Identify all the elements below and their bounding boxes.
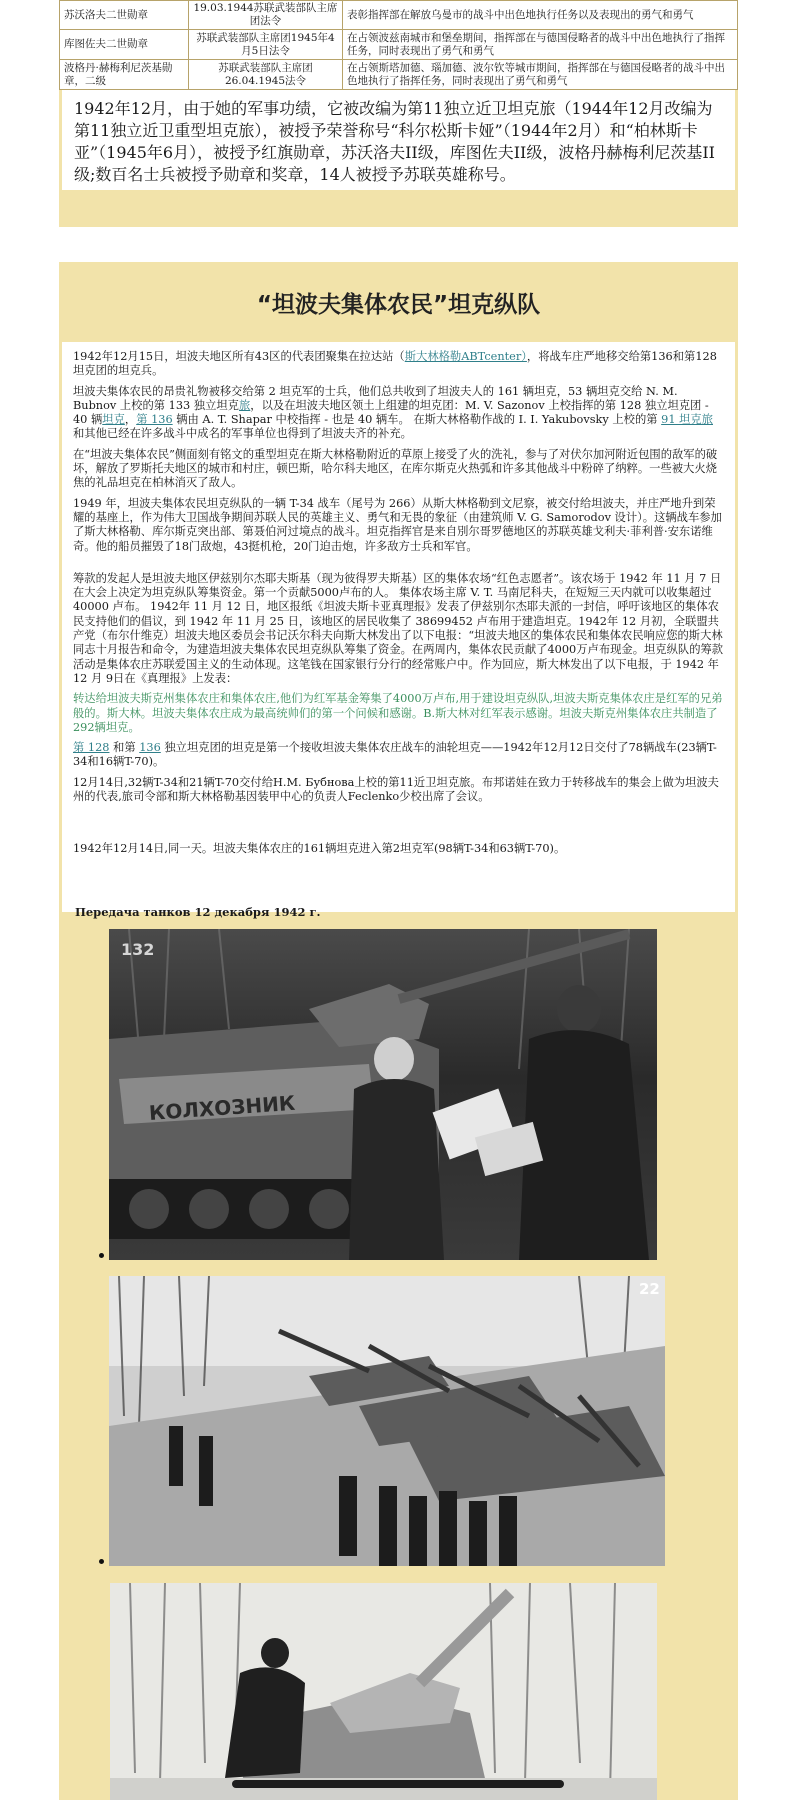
tank-column-section (59, 262, 738, 1800)
photo-number: 22 (639, 1280, 660, 1298)
tank-slogan: КОЛХОЗНИК (148, 1090, 296, 1125)
award-reason: 在占领波兹南城市和堡垒期间，指挥部在与德国侵略者的战斗中出色地执行了指挥任务，同时表现出了勇气和勇气 (343, 30, 738, 60)
award-decree: 苏联武装部队主席团 26.04.1945法令 (189, 60, 343, 90)
paragraph (62, 385, 735, 442)
tank-handover-image (109, 929, 657, 1260)
photo-tank-handover-1 (109, 929, 657, 1260)
text: 和第 (109, 741, 140, 755)
link-regiment-136b[interactable]: 136 (139, 741, 161, 755)
photo-tank-column-2 (109, 1276, 665, 1566)
text: ， (124, 413, 137, 427)
text: 和其他已经在许多战斗中成名的军事单位也得到了坦波夫齐的补充。 (73, 427, 412, 441)
stalin-telegram-quote: 转达给坦波夫斯克州集体农庄和集体农庄,他们为红军基金筹集了4000万卢布,用于建设坦克纵队,坦波夫斯克集体农庄是红军的兄弟般的。斯大林。坦波夫集体农庄成为最高统帅们的第一个问候和感谢。B.斯大林对红军表示感谢。坦波夫斯克州集体农庄共制造了292辆坦克。 (73, 692, 723, 734)
home-indicator[interactable] (232, 1780, 564, 1788)
award-name: 波格丹·赫梅利尼茨基勋章，二级 (60, 60, 189, 90)
link-brigade-91[interactable]: 91 坦克旅 (661, 413, 713, 427)
tank-number: 132 (121, 940, 155, 959)
paragraph: 1949 年，坦波夫集体农民坦克纵队的一辆 T-34 战车（尾号为 266）从斯大林格勒到文尼察，被交付给坦波夫，并庄严地升到荣耀的基座上，作为伟大卫国战争期间苏联人民的英雄主义、勇气和无畏的象征（由建筑师 V. G. Samorodov 设计）。这辆战车参加了斯大林格勒、库尔斯克突出部、第聂伯河过境点的战斗。坦克指挥官是来自別尔哥罗德地区的苏联英雄戈利夫·菲利普·安东诺维奇。他的船员摧毁了18门敌炮，43挺机枪，20门迫击炮，许多敌方士兵和军官。 (73, 496, 722, 553)
awards-table (59, 0, 738, 90)
table-row (60, 30, 738, 60)
photo-tank-loading-3 (110, 1583, 657, 1800)
link-brigade[interactable]: 旅 (238, 398, 251, 412)
link-tank[interactable]: 坦克 (102, 413, 125, 427)
paragraph: 筹款的发起人是坦波夫地区伊兹别尔杰耶夫斯基（现为彼得罗夫斯基）区的集体农场“红色志愿者”。该农场于 1942 年 11 月 7 日在大会上决定为坦克纵队筹集资金。第一个贡献5000卢布的人。 集体农场主席 V. T. 马南尼科夫，在短短三天内就可以收集超过 40000 卢布。 1942年 11 月 12 日，地区报纸《坦波夫斯卡亚真理报》发表了伊兹别尔杰耶夫派的一封信，呼吁该地区的集体农民支持他们的倡议，到 1942 年 11 月 25 日，该地区的居民收集了 38699452 卢布用于建造坦克。1942年 12 月初，全联盟共产党（布尔什维克）坦波夫地区委员会书记沃尔科夫向斯大林发出了以下电报：“坦波夫地区的集体农民和集体农民响应您的斯大林同志十月报告和命令，为建造坦波夫集体农民坦克纵队筹集了资金。在两周内，集体农民贡献了4000万卢布现金。坦克纵队的筹款活动是集体农庄苏联爱国主义的生动体现。这笔钱在国家银行分行的经常账户中。作为回应，斯大林发出了以下电报，于 1942 年 12 月 9日在《真理报》上发表： (73, 571, 724, 685)
text: 1942年12月15日，坦波夫地区所有43区的代表团聚集在拉达站（ (73, 350, 405, 363)
award-name: 库图佐夫二世勋章 (60, 30, 189, 60)
awards-panel (59, 0, 738, 227)
text: ，以及在坦波夫地区领土上组建的坦克团：M. V. Sazonov 上校指挥的第 128 独立坦克团 - 40 辆 (73, 398, 709, 427)
link-stalingrad-abtcenter[interactable]: 斯大林格勒ABTcenter） (404, 350, 527, 363)
link-regiment-136[interactable]: 第 136 (136, 413, 173, 427)
paragraph: 1942年12月14日,同一天。坦波夫集体农庄的161辆坦克进入第2坦克军(98辆T-34和63辆T-70)。 (73, 842, 566, 855)
table-row (60, 1, 738, 30)
text: 辆由 A. T. Shapar 中校指挥 - 也是 40 辆车。 在斯大林格勒作战的 I. I. Yakubovsky 上校的第 (172, 413, 662, 427)
paragraph: 在“坦波夫集体农民”侧面刻有铭文的重型坦克在斯大林格勒附近的草原上接受了火的洗礼，参与了对伏尔加河附近包围的敌军的破坏，解放了罗斯托夫地区的城市和村庄，顿巴斯，哈尔科夫地区，在库尔斯克火热弧和许多其他战斗中粉碎了纳粹。一些被大火烧焦的礼品坦克在柏林消灭了敌人。 (73, 447, 718, 490)
tank-column-image (109, 1276, 665, 1566)
table-row (60, 60, 738, 90)
link-regiment-128[interactable]: 第 128 (73, 741, 110, 755)
award-decree: 苏联武装部队主席团1945年4月5日法令 (189, 30, 343, 60)
text: 独立坦克团的坦克是第一个接收坦波夫集体农庄战车的油轮坦克——1942年12月12日交付了78辆战车(23辆T-34和16辆T-70)。 (73, 741, 717, 769)
award-decree: 19.03.1944苏联武装部队主席团法令 (189, 1, 343, 30)
list-bullet (99, 1253, 104, 1258)
list-bullet (99, 1559, 104, 1564)
award-reason: 在占领斯塔加德、瑙加德、波尔钦等城市期间，指挥部在与德国侵略者的战斗中出色地执行了指挥任务，同时表现出了勇气和勇气 (343, 60, 738, 90)
paragraph (62, 350, 735, 379)
text: ，将战车庄严地移交给第136和第128坦克团的坦克兵。 (73, 350, 717, 378)
awards-summary: 1942年12月，由于她的军事功绩，它被改编为第11独立近卫坦克旅（1944年12月改编为第11独立近卫重型坦克旅），被授予荣誉称号“科尔松斯卡娅”（1944年2月）和“柏林斯卡亚”（1945年6月），被授予红旗勋章，苏沃洛夫II级，库图佐夫II级，波格丹赫梅利尼茨基II级;数百名士兵被授予勋章和奖章，14人被授予苏联英雄称号。 (62, 90, 735, 190)
text: 坦波夫集体农民的昂贵礼物被移交给第 2 坦克军的士兵，他们总共收到了坦波夫人的 161 辆坦克，53 辆坦克交给 N. M. Bubnov 上校的第 133 独立坦克 (73, 384, 678, 412)
section-title: “坦波夫集体农民”坦克纵队 (256, 292, 541, 318)
award-name: 苏沃洛夫二世勋章 (60, 1, 189, 30)
tank-loading-image (110, 1583, 657, 1800)
paragraph (62, 741, 735, 770)
photo-gallery-title: Передача танков 12 декабря 1942 г. (75, 905, 321, 919)
article-body (62, 342, 735, 912)
paragraph: 12月14日,32辆T-34和21辆T-70交付给H.M. Бубнова上校的第11近卫坦克旅。布邦诺娃在致力于转移战车的集会上做为坦波夫州的代表,旅司令部和斯大林格勒基因装甲中心的负责人Feclenko少校出席了会议。 (73, 775, 719, 804)
award-reason: 表彰指挥部在解放乌曼市的战斗中出色地执行任务以及表现出的勇气和勇气 (343, 1, 738, 30)
